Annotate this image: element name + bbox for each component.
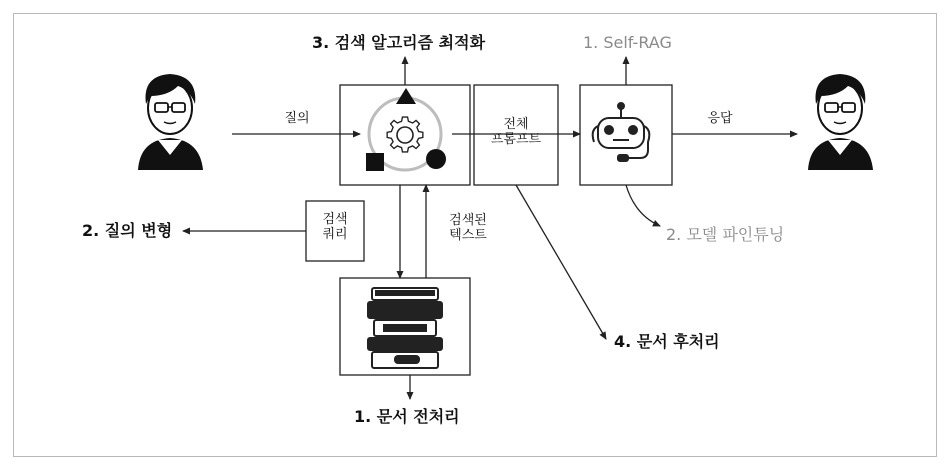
arrow-model-finetune xyxy=(626,185,660,226)
query-label: 질의 xyxy=(284,111,310,126)
step-query-transform: 2. 질의 변형 xyxy=(82,221,173,240)
step-model-finetune: 2. 모델 파인튜닝 xyxy=(666,225,785,244)
user-icon-left xyxy=(138,74,203,170)
step-doc-postprocess: 4. 문서 후처리 xyxy=(614,332,720,351)
step-search-optimization: 3. 검색 알고리즘 최적화 xyxy=(312,33,486,52)
circle-icon xyxy=(426,149,446,169)
user-icon-right xyxy=(808,74,873,170)
books-icon xyxy=(368,288,442,368)
response-label: 응답 xyxy=(707,111,733,126)
step-doc-preprocess: 1. 문서 전처리 xyxy=(354,407,460,426)
step-self-rag: 1. Self-RAG xyxy=(583,33,672,52)
arrow-doc-postprocess xyxy=(516,185,606,339)
full-prompt-label: 전체 프롬프트 xyxy=(490,117,542,147)
search-query-label: 검색 쿼리 xyxy=(322,212,348,242)
square-icon xyxy=(366,153,384,171)
llm-box xyxy=(580,85,672,185)
retrieved-text-label: 검색된 텍스트 xyxy=(449,213,487,243)
